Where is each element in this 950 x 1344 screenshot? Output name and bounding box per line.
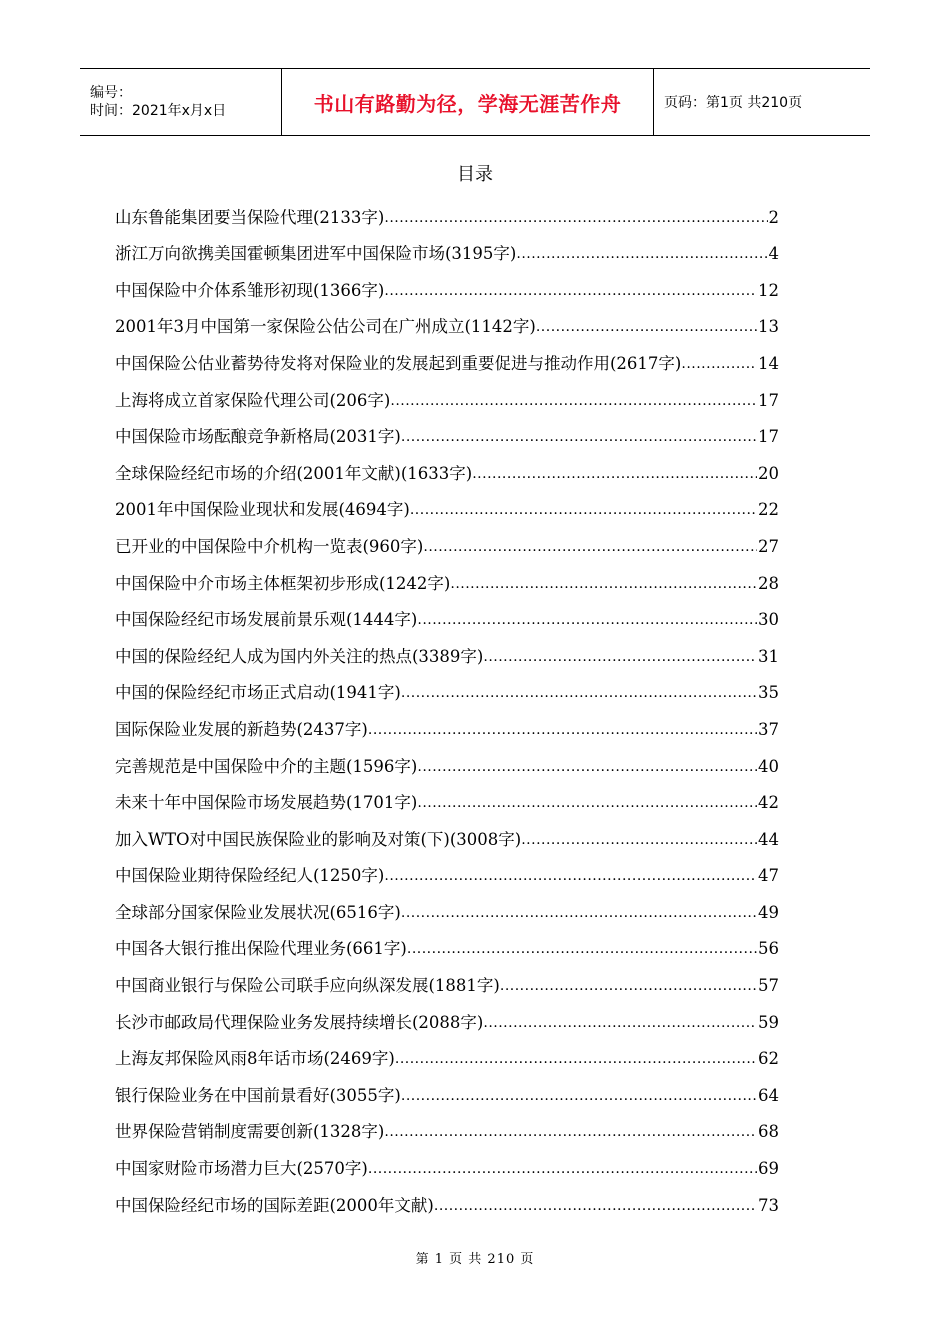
toc-dot-leader: [521, 828, 757, 852]
toc-entry-title: 国际保险业发展的新趋势(2437字): [115, 719, 368, 739]
toc-entry-title: 全球保险经纪市场的介绍(2001年文献)(1633字): [115, 463, 473, 483]
toc-entry[interactable]: [115, 1181, 779, 1218]
toc-dot-leader: [516, 242, 767, 266]
document-time-label: 时间：2021年x月x日: [90, 103, 227, 119]
toc-entry-title: 中国保险中介市场主体框架初步形成(1242字): [115, 573, 451, 593]
document-number-label: 编号：: [90, 85, 132, 101]
toc-entry-title: 全球部分国家保险业发展状况(6516字): [115, 902, 401, 922]
toc-entry-page-number: 28: [758, 573, 779, 593]
toc-dot-leader: [472, 462, 757, 486]
toc-entry-title: 2001年3月中国第一家保险公估公司在广州成立(1142字): [115, 317, 536, 337]
toc-entry-title: 完善规范是中国保险中介的主题(1596字): [115, 756, 418, 776]
toc-entry-title: 中国保险经纪市场的国际差距(2000年文献): [115, 1195, 434, 1215]
toc-entry-title: 已开业的中国保险中介机构一览表(960字): [115, 536, 424, 556]
toc-entry-page-number: 2: [768, 207, 779, 227]
toc-entry-page-number: 57: [758, 976, 779, 996]
toc-dot-leader: [450, 572, 757, 596]
toc-entry-page-number: 73: [758, 1195, 779, 1215]
toc-entry[interactable]: [115, 339, 779, 376]
toc-entry-page-number: 13: [758, 317, 779, 337]
toc-dot-leader: [368, 718, 757, 742]
toc-entry-page-number: 12: [758, 280, 779, 300]
toc-dot-leader: [401, 425, 757, 449]
toc-entry[interactable]: [115, 266, 779, 303]
toc-dot-leader: [483, 645, 757, 669]
toc-entry-page-number: 42: [758, 793, 779, 813]
toc-dot-leader: [423, 535, 757, 559]
toc-entry[interactable]: [115, 961, 779, 998]
toc-entry[interactable]: [115, 230, 779, 267]
toc-entry-page-number: 17: [758, 427, 779, 447]
header-page-info: 页码：第1页 共210页: [664, 95, 803, 111]
toc-entry-title: 长沙市邮政局代理保险业务发展持续增长(2088字): [115, 1012, 484, 1032]
toc-entry[interactable]: [115, 742, 779, 779]
toc-entry-title: 中国的保险经纪市场正式启动(1941字): [115, 683, 401, 703]
toc-entry-page-number: 35: [758, 683, 779, 703]
toc-list: [115, 193, 779, 1218]
toc-entry[interactable]: [115, 925, 779, 962]
toc-entry[interactable]: [115, 632, 779, 669]
toc-entry[interactable]: [115, 1108, 779, 1145]
toc-entry-title: 上海友邦保险风雨8年话市场(2469字): [115, 1049, 395, 1069]
toc-entry-title: 加入WTO对中国民族保险业的影响及对策(下)(3008字): [115, 829, 522, 849]
toc-dot-leader: [434, 1194, 757, 1218]
toc-entry-title: 浙江万向欲携美国霍顿集团进军中国保险市场(3195字): [115, 244, 517, 264]
toc-entry-title: 上海将成立首家保险代理公司(206字): [115, 390, 391, 410]
toc-entry-page-number: 49: [758, 902, 779, 922]
toc-entry-page-number: 64: [758, 1085, 779, 1105]
toc-entry-page-number: 69: [758, 1159, 779, 1179]
toc-entry[interactable]: [115, 522, 779, 559]
toc-entry-title: 中国各大银行推出保险代理业务(661字): [115, 939, 407, 959]
toc-entry-title: 山东鲁能集团要当保险代理(2133字): [115, 207, 385, 227]
toc-entry[interactable]: [115, 596, 779, 633]
toc-entry[interactable]: [115, 413, 779, 450]
toc-entry-page-number: 47: [758, 866, 779, 886]
page-footer: 第 1 页 共 210 页: [415, 1252, 535, 1267]
toc-dot-leader: [384, 1120, 757, 1144]
toc-dot-leader: [483, 1011, 757, 1035]
toc-entry-page-number: 27: [758, 536, 779, 556]
toc-entry-title: 中国保险中介体系雏形初现(1366字): [115, 280, 385, 300]
toc-entry[interactable]: [115, 1144, 779, 1181]
toc-entry-title: 2001年中国保险业现状和发展(4694字): [115, 500, 410, 520]
toc-entry-title: 中国的保险经纪人成为国内外关注的热点(3389字): [115, 646, 484, 666]
toc-entry-title: 中国商业银行与保险公司联手应向纵深发展(1881字): [115, 976, 500, 996]
toc-entry[interactable]: [115, 705, 779, 742]
toc-dot-leader: [417, 791, 757, 815]
toc-dot-leader: [417, 755, 757, 779]
toc-entry[interactable]: [115, 998, 779, 1035]
toc-entry-page-number: 20: [758, 463, 779, 483]
toc-entry[interactable]: [115, 815, 779, 852]
toc-dot-leader: [390, 389, 757, 413]
toc-entry-title: 中国保险业期待保险经纪人(1250字): [115, 866, 385, 886]
header-meta: [80, 69, 282, 135]
toc-dot-leader: [368, 1157, 757, 1181]
page-header: [80, 68, 870, 136]
toc-entry[interactable]: [115, 1035, 779, 1072]
toc-dot-leader: [407, 937, 757, 961]
toc-entry-page-number: 31: [758, 646, 779, 666]
toc-dot-leader: [384, 206, 767, 230]
toc-entry[interactable]: [115, 669, 779, 706]
toc-entry-page-number: 30: [758, 610, 779, 630]
toc-entry-page-number: 62: [758, 1049, 779, 1069]
toc-dot-leader: [681, 352, 757, 376]
toc-entry[interactable]: [115, 888, 779, 925]
toc-entry-page-number: 40: [758, 756, 779, 776]
toc-entry[interactable]: [115, 303, 779, 340]
toc-entry-page-number: 14: [758, 353, 779, 373]
toc-entry-title: 银行保险业务在中国前景看好(3055字): [115, 1085, 401, 1105]
header-motto-cell: [282, 69, 654, 135]
toc-entry-page-number: 22: [758, 500, 779, 520]
toc-dot-leader: [401, 1084, 757, 1108]
toc-entry[interactable]: [115, 486, 779, 523]
header-motto: 书山有路勤为径，学海无涯苦作舟: [313, 91, 622, 116]
toc-entry[interactable]: [115, 1071, 779, 1108]
toc-dot-leader: [417, 608, 757, 632]
toc-entry[interactable]: [115, 852, 779, 889]
toc-entry[interactable]: [115, 376, 779, 413]
toc-entry-title: 世界保险营销制度需要创新(1328字): [115, 1122, 385, 1142]
toc-entry-title: 未来十年中国保险市场发展趋势(1701字): [115, 793, 418, 813]
toc-entry[interactable]: [115, 559, 779, 596]
toc-dot-leader: [384, 279, 757, 303]
toc-entry-page-number: 44: [758, 829, 779, 849]
toc-entry-page-number: 4: [768, 244, 779, 264]
toc-title: 目录: [457, 164, 493, 185]
toc-entry-page-number: 37: [758, 719, 779, 739]
toc-entry-page-number: 56: [758, 939, 779, 959]
toc-dot-leader: [401, 901, 757, 925]
toc-entry-title: 中国家财险市场潜力巨大(2570字): [115, 1159, 368, 1179]
toc-dot-leader: [395, 1047, 757, 1071]
toc-dot-leader: [384, 864, 757, 888]
toc-entry[interactable]: [115, 193, 779, 230]
header-page-info-cell: [654, 69, 870, 135]
toc-entry-title: 中国保险经纪市场发展前景乐观(1444字): [115, 610, 418, 630]
toc-entry-title: 中国保险市场酝酿竞争新格局(2031字): [115, 427, 401, 447]
toc-entry[interactable]: [115, 779, 779, 816]
toc-dot-leader: [401, 681, 757, 705]
toc-dot-leader: [410, 498, 757, 522]
toc-entry[interactable]: [115, 449, 779, 486]
toc-entry-page-number: 59: [758, 1012, 779, 1032]
toc-dot-leader: [536, 315, 757, 339]
toc-entry-title: 中国保险公估业蓄势待发将对保险业的发展起到重要促进与推动作用(2617字): [115, 353, 682, 373]
toc-entry-page-number: 17: [758, 390, 779, 410]
toc-dot-leader: [500, 974, 757, 998]
toc-entry-page-number: 68: [758, 1122, 779, 1142]
